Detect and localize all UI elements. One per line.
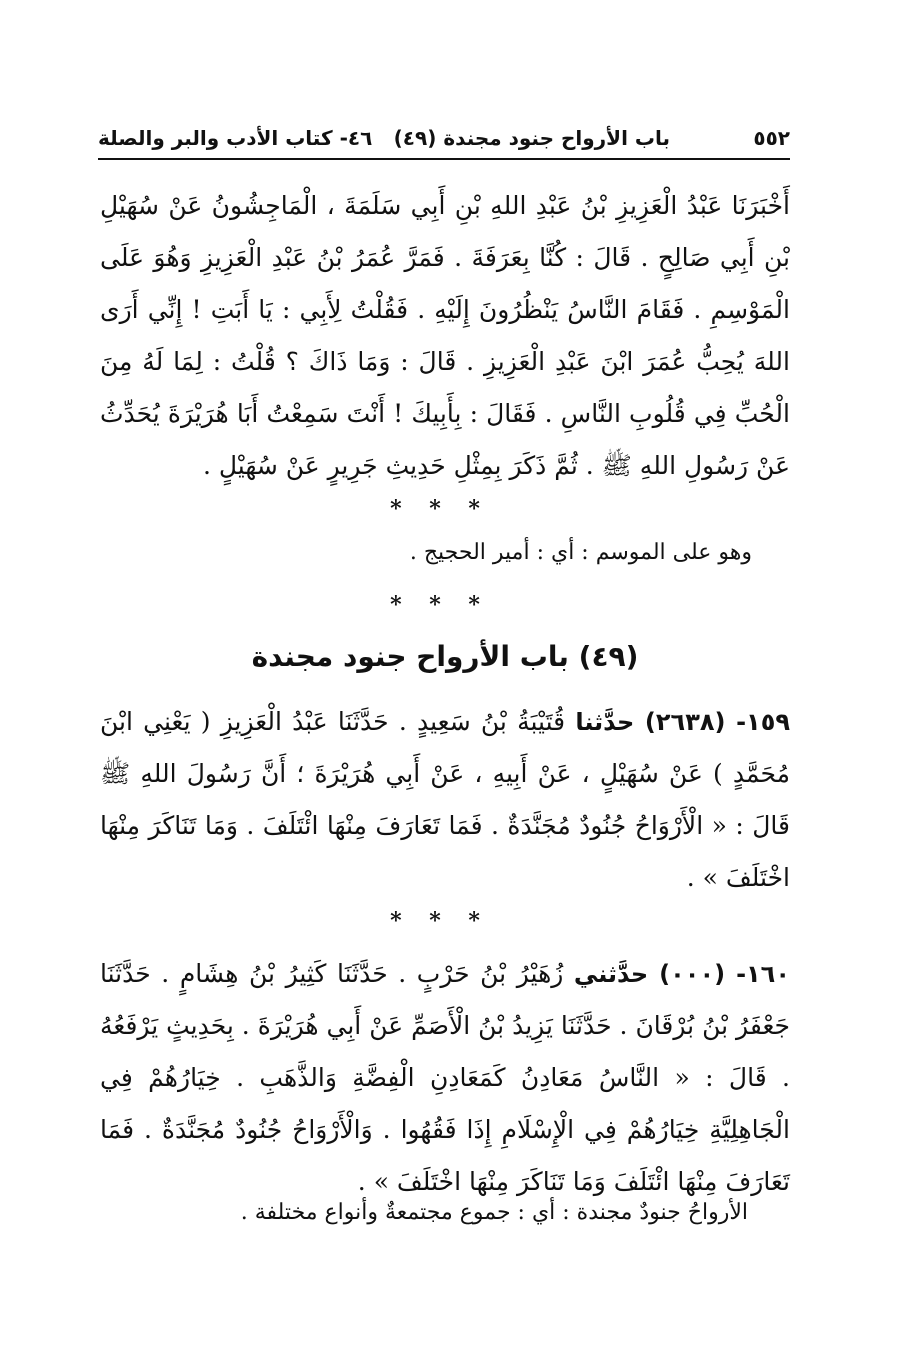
intro-paragraph	[100, 180, 790, 492]
header-chapter-title: (٤٩) باب الأرواح جنود مجندة	[393, 126, 670, 150]
hadith-160-lead: ١٦٠- (٠٠٠) حدَّثني	[573, 960, 790, 988]
intro-text: أَخْبَرَنَا عَبْدُ الْعَزِيزِ بْنُ عَبْدِ اللهِ بْنِ أَبِي سَلَمَةَ ، الْمَاجِشُونُ عَنْ سُهَيْلِ بْنِ أَبِي صَالِحٍ . قَالَ : كُنَّا بِعَرَفَةَ . فَمَرَّ عُمَرُ بْنُ عَبْدِ الْعَزِيزِ وَهُوَ عَلَى الْمَوْسِمِ . فَقَامَ النَّاسُ يَنْظُرُونَ إِلَيْهِ . فَقُلْتُ لِأَبِي : يَا أَبَتِ ! إِنِّي أَرَى اللهَ يُحِبُّ عُمَرَ ابْنَ عَبْدِ الْعَزِيزِ . قَالَ : وَمَا ذَاكَ ؟ قُلْتُ : لِمَا لَهُ مِنَ الْحُبِّ فِي قُلُوبِ النَّاسِ . فَقَالَ : بِأَبِيكَ ! أَنْتَ سَمِعْتُ أَبَا هُرَيْرَةَ يُحَدِّثُ عَنْ رَسُولِ اللهِ ﷺ . ثُمَّ ذَكَرَ بِمِثْلِ حَدِيثِ جَرِيرٍ عَنْ سُهَيْلٍ .	[100, 191, 790, 480]
section-title: (٤٩) باب الأرواح جنود مجندة	[251, 640, 639, 673]
hadith-160	[100, 948, 790, 1208]
separator-3: * * *	[390, 908, 490, 934]
header-book-title: ٤٦- كتاب الأدب والبر والصلة	[98, 126, 373, 150]
hadith-160-text: زُهَيْرُ بْنُ حَرْبٍ . حَدَّثَنَا كَثِيرُ بْنُ هِشَامٍ . حَدَّثَنَا جَعْفَرُ بْنُ بُرْقَانَ . حَدَّثَنَا يَزِيدُ بْنُ الْأَصَمِّ عَنْ أَبِي هُرَيْرَةَ . بِحَدِيثٍ يَرْفَعُهُ . قَالَ : « النَّاسُ مَعَادِنُ كَمَعَادِنِ الْفِضَّةِ وَالذَّهَبِ . خِيَارُهُمْ فِي الْجَاهِلِيَّةِ خِيَارُهُمْ فِي الْإِسْلَامِ إِذَا فَقُهُوا . وَالْأَرْوَاحُ جُنُودٌ مُجَنَّدَةٌ . فَمَا تَعَارَفَ مِنْهَا ائْتَلَفَ وَمَا تَنَاكَرَ مِنْهَا اخْتَلَفَ » .	[100, 959, 790, 1196]
footnote-mawsim: وهو على الموسم : أي : أمير الحجيج .	[409, 540, 752, 565]
hadith-159	[100, 696, 790, 904]
hadith-159-text: قُتَيْبَةُ بْنُ سَعِيدٍ . حَدَّثَنَا عَبْدُ الْعَزِيزِ ( يَعْنِي ابْنَ مُحَمَّدٍ ) عَنْ سُهَيْلٍ ، عَنْ أَبِيهِ ، عَنْ أَبِي هُرَيْرَةَ ؛ أَنَّ رَسُولَ اللهِ ﷺ قَالَ : « الْأَرْوَاحُ جُنُودٌ مُجَنَّدَةٌ . فَمَا تَعَارَفَ مِنْهَا ائْتَلَفَ . وَمَا تَنَاكَرَ مِنْهَا اخْتَلَفَ » .	[100, 707, 790, 892]
hadith-159-lead: ١٥٩- (٢٦٣٨) حدَّثنا	[575, 708, 790, 736]
page-number: ٥٥٢	[753, 126, 790, 150]
separator-1: * * *	[390, 496, 490, 522]
running-header	[98, 118, 790, 160]
separator-2: * * *	[390, 592, 490, 618]
footnote-arwah: الأرواحُ جنودٌ مجندة : أي : جموع مجتمعةٌ وأنواع مختلفة .	[240, 1200, 748, 1225]
